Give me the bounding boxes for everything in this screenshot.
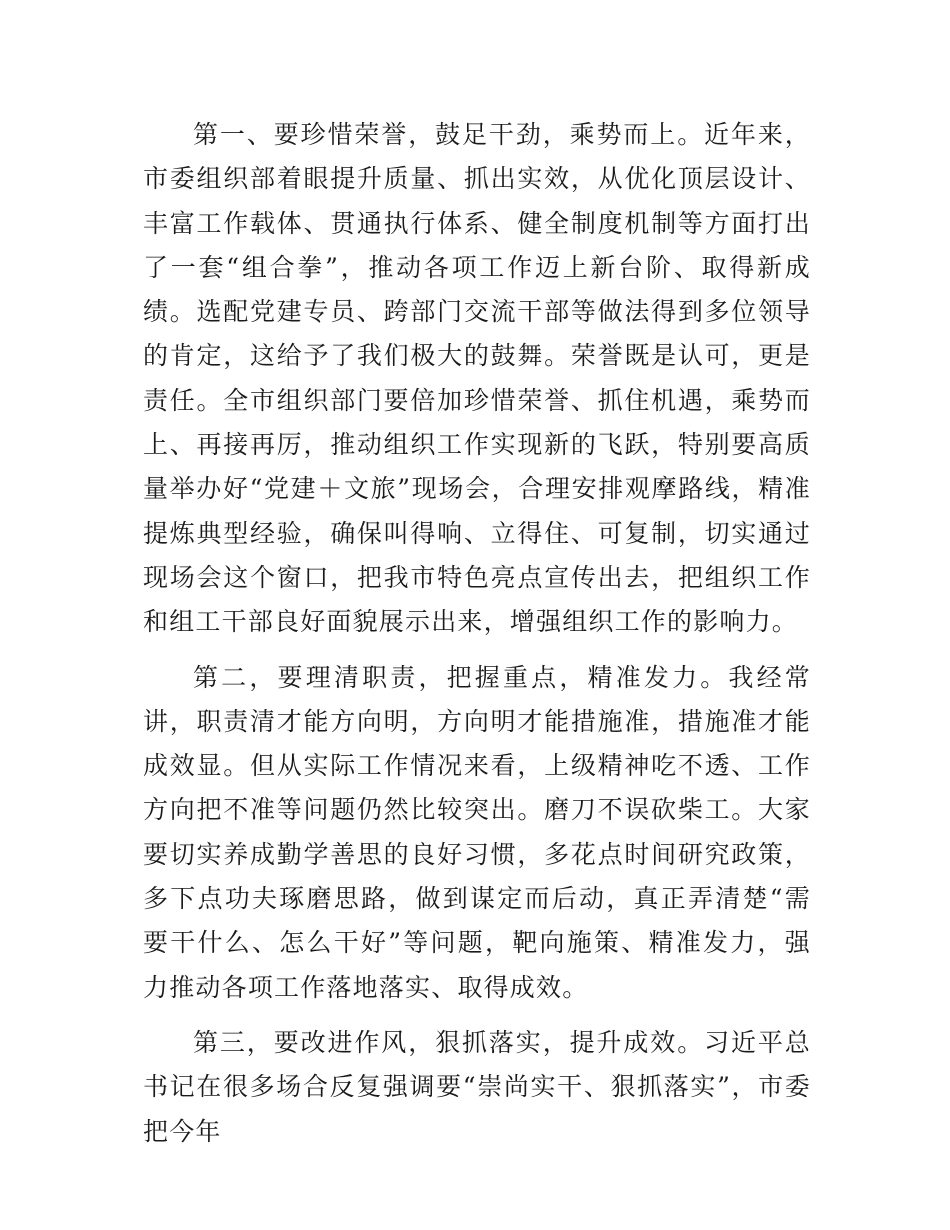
document-body <box>143 113 811 1154</box>
paragraph-1: 第一、要珍惜荣誉，鼓足干劲，乘势而上。近年来，市委组织部着眼提升质量、抓出实效，从优化顶层设计、丰富工作载体、贯通执行体系、健全制度机制等方面打出了一套“组合拳”，推动各项工作迈上新台阶、取得新成绩。选配党建专员、跨部门交流干部等做法得到多位领导的肯定，这给予了我们极大的鼓舞。荣誉既是认可，更是责任。全市组织部门要倍加珍惜荣誉、抓住机遇，乘势而上、再接再厉，推动组织工作实现新的飞跃，特别要高质量举办好“党建＋文旅”现场会，合理安排观摩路线，精准提炼典型经验，确保叫得响、立得住、可复制，切实通过现场会这个窗口，把我市特色亮点宣传出去，把组织工作和组工干部良好面貌展示出来，增强组织工作的影响力。 <box>143 120 811 637</box>
paragraph-2: 第二，要理清职责，把握重点，精准发力。我经常讲，职责清才能方向明，方向明才能措施准，措施准才能成效显。但从实际工作情况来看，上级精神吃不透、工作方向把不准等问题仍然比较突出。磨刀不误砍柴工。大家要切实养成勤学善思的良好习惯，多花点时间研究政策，多下点功夫琢磨思路，做到谋定而后动，真正弄清楚“需要干什么、怎么干好”等问题，靶向施策、精准发力，强力推动各项工作落地落实、取得成效。 <box>143 662 811 1002</box>
paragraph-3: 第三，要改进作风，狠抓落实，提升成效。习近平总书记在很多场合反复强调要“崇尚实干、狠抓落实”，市委把今年 <box>143 1027 811 1146</box>
